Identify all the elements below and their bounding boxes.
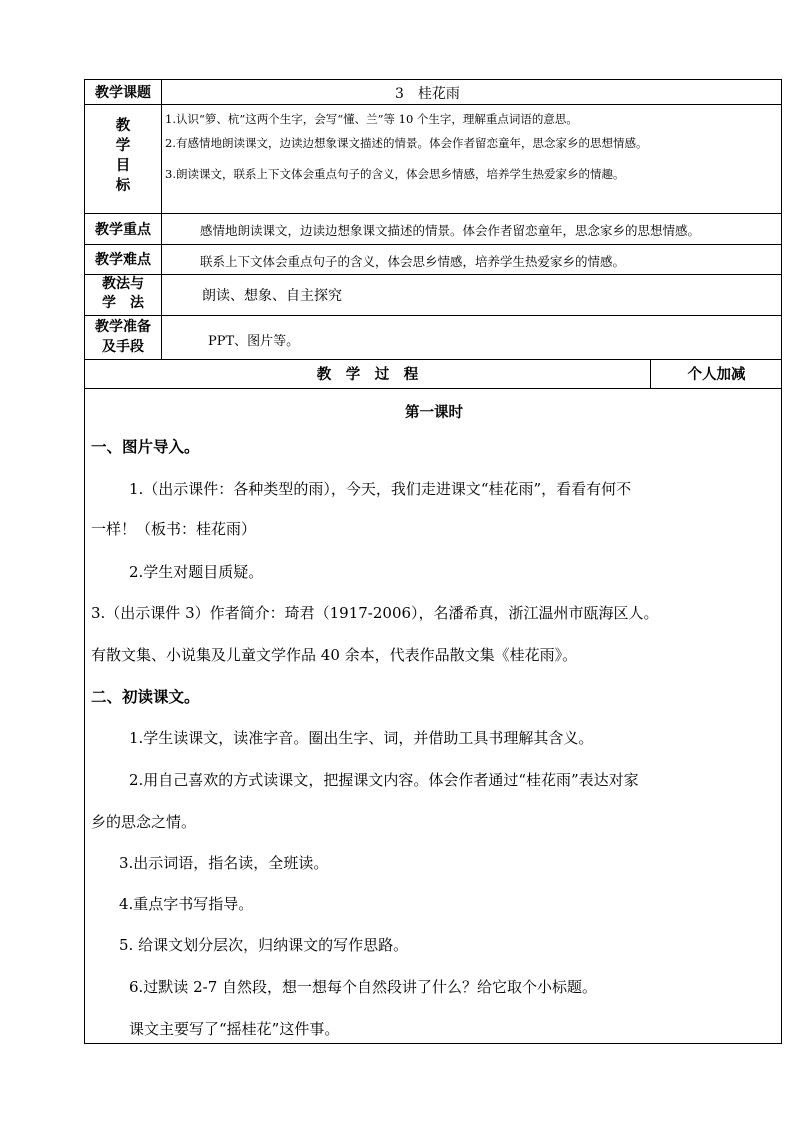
paragraph-line: 3.出示词语，指名读，全班读。 [119, 854, 329, 872]
label-column-divider [161, 80, 162, 359]
goal-item: 3.朗读课文，联系上下文体会重点句子的含义，体会思乡情感，培养学生热爱家乡的情趣。 [165, 167, 625, 181]
paragraph-line: 1.学生读课文，读准字音。圈出生字、词，并借助工具书理解其含义。 [129, 729, 594, 747]
goals-label [85, 116, 161, 196]
lesson-plan-table [84, 79, 782, 1044]
topic-value: 3 桂花雨 [395, 86, 460, 102]
goals-label-char: 教 [115, 117, 131, 134]
adjust-header: 个人加减 [687, 366, 746, 383]
lesson-title: 第一课时 [405, 404, 463, 421]
difficulties-value: 联系上下文体会重点句子的含义，体会思乡情感，培养学生热爱家乡的情感。 [200, 254, 626, 269]
prep-label-line: 教学准备 [95, 319, 151, 335]
methods-label [85, 275, 161, 315]
goal-item: 1.认识“箩、杭”这两个生字，会写“懂、兰”等 10 个生字，理解重点词语的意思。 [165, 112, 578, 126]
key-points-label: 教学重点 [95, 221, 151, 238]
methods-label-line: 学 法 [102, 295, 144, 311]
row-divider [85, 315, 781, 316]
paragraph-line: 2.用自己喜欢的方式读课文，把握课文内容。体会作者通过“桂花雨”表达对家 [129, 771, 639, 789]
paragraph-line: 课文主要写了“摇桂花”这件事。 [129, 1020, 340, 1038]
paragraph-line: 乡的思念之情。 [91, 813, 197, 831]
paragraph-line: 2.学生对题目质疑。 [129, 563, 264, 581]
section-heading: 一、图片导入。 [91, 437, 200, 456]
row-divider [85, 388, 781, 389]
goals-label-char: 目 [115, 157, 131, 174]
prep-label [85, 317, 161, 359]
row-divider [85, 274, 781, 275]
topic-label: 教学课题 [95, 85, 151, 101]
prep-value: PPT、图片等。 [208, 334, 300, 349]
key-points-value: 感情地朗读课文，边读边想象课文描述的情景。体会作者留恋童年，思念家乡的思想情感。 [200, 223, 701, 238]
paragraph-line: 一样！（板书：桂花雨） [91, 520, 257, 538]
goals-label-char: 标 [115, 177, 131, 194]
paragraph-line: 6.过默读 2-7 自然段，想一想每个自然段讲了什么？给它取个小标题。 [129, 978, 598, 996]
paragraph-line: 4.重点字书写指导。 [119, 895, 254, 913]
paragraph-line: 1.（出示课件：各种类型的雨），今天，我们走进课文“桂花雨”，看看有何不 [129, 480, 632, 498]
paragraph-line: 有散文集、小说集及儿童文学作品 40 余本，代表作品散文集《桂花雨》。 [91, 646, 578, 664]
paragraph-line: 3.（出示课件 3）作者简介：琦君（1917-2006），名潘希真，浙江温州市瓯海区人。 [91, 604, 659, 622]
paragraph-line: 5. 给课文划分层次，归纳课文的写作思路。 [119, 936, 409, 954]
methods-value: 朗读、想象、自主探究 [202, 288, 342, 304]
goal-item: 2.有感情地朗读课文，边读边想象课文描述的情景。体会作者留恋童年，思念家乡的思想情感。 [165, 136, 648, 150]
row-divider [85, 104, 781, 105]
prep-label-line: 及手段 [102, 339, 144, 355]
row-divider [85, 244, 781, 245]
row-divider [85, 213, 781, 214]
process-header: 教 学 过 程 [316, 366, 419, 383]
goals-label-char: 学 [115, 137, 131, 154]
methods-label-line: 教法与 [102, 276, 144, 292]
difficulties-label: 教学难点 [95, 252, 151, 268]
section-heading: 二、初读课文。 [91, 687, 200, 706]
